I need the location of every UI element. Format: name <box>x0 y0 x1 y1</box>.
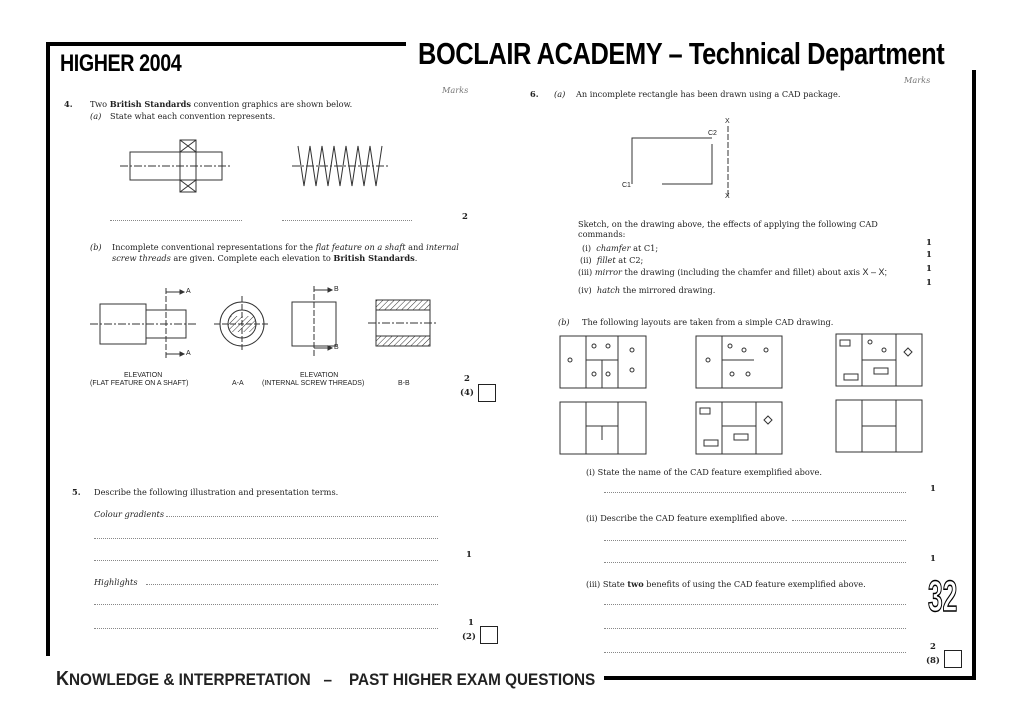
q5-mark-2: 1 <box>468 618 474 628</box>
q6a-mark-i: 1 <box>926 238 932 248</box>
q4-intro: Two British Standards convention graphics are shown below. <box>90 99 353 109</box>
q6a-mark-iii: 1 <box>926 264 932 274</box>
corner-c1-label: C1 <box>622 182 631 189</box>
q5-mark-box[interactable] <box>480 626 498 644</box>
q6a-mark-ii: 1 <box>926 250 932 260</box>
elevation-1-title: ELEVATION <box>124 372 163 379</box>
axis-x-top: X <box>725 118 730 125</box>
frame-top-border <box>46 42 406 46</box>
q6b-answer-line-6[interactable] <box>604 628 906 629</box>
section-bb-caption: B-B <box>398 380 410 387</box>
corner-c2-label: C2 <box>708 130 717 137</box>
q5-term-colour-gradients: Colour gradients <box>94 509 165 519</box>
q6a-mark-iv: 1 <box>926 278 932 288</box>
q6b-mark-ii: 1 <box>930 554 936 564</box>
elevation-1-subtitle: (FLAT FEATURE ON A SHAFT) <box>90 380 189 387</box>
q6b-mark-iii: 2 <box>930 642 936 652</box>
q6a-command-chamfer: (i) chamfer at C1; <box>582 243 659 253</box>
page-number: 32 <box>928 572 958 621</box>
footer-title: KNOWLEDGE & INTERPRETATION – PAST HIGHER EXAM QUESTIONS <box>56 668 596 690</box>
q6b-answer-line-5[interactable] <box>604 604 906 605</box>
left-marks-label: Marks <box>442 85 469 95</box>
q6b-answer-line-4[interactable] <box>604 562 906 563</box>
q4a-label: (a) <box>90 111 102 121</box>
q6b-sub-ii: (ii) Describe the CAD feature exemplified above. <box>586 513 788 523</box>
q4b-elevations-drawing <box>84 282 454 372</box>
q6b-sub-iii: (iii) State two benefits of using the CAD feature exemplified above. <box>586 579 866 589</box>
q4a-answer-line-1[interactable] <box>110 220 242 221</box>
q5-number: 5. <box>72 487 81 497</box>
q5-term-highlights: Highlights <box>94 577 138 587</box>
q4b-label: (b) <box>90 242 102 252</box>
q6b-sub-i: (i) State the name of the CAD feature exemplified above. <box>586 467 822 477</box>
header-title: BOCLAIR ACADEMY – Technical Department <box>418 36 945 71</box>
q4a-text: State what each convention represents. <box>110 111 276 121</box>
q6a-sketch-line1: Sketch, on the drawing above, the effects of applying the following CAD <box>578 219 878 229</box>
q5-answer-line-1[interactable] <box>166 516 438 517</box>
q5-answer-line-6[interactable] <box>94 628 438 629</box>
q4-number: 4. <box>64 99 73 109</box>
q6a-incomplete-rectangle <box>616 116 756 206</box>
q6b-text: The following layouts are taken from a simple CAD drawing. <box>582 317 834 327</box>
q4a-answer-line-2[interactable] <box>282 220 412 221</box>
q6a-command-mirror: (iii) mirror the drawing (including the chamfer and fillet) about axis X – X; <box>578 267 888 277</box>
header-year: HIGHER 2004 <box>60 50 182 77</box>
q4b-line2: screw threads are given. Complete each elevation to British Standards. <box>112 253 418 263</box>
q4a-mark: 2 <box>462 212 468 222</box>
q4b-mark: 2 <box>464 374 470 384</box>
q6-number: 6. <box>530 89 539 99</box>
q6-mark-box[interactable] <box>944 650 962 668</box>
q6a-text: An incomplete rectangle has been drawn using a CAD package. <box>576 89 841 99</box>
q6b-answer-line-3[interactable] <box>604 540 906 541</box>
right-marks-label: Marks <box>904 75 931 85</box>
section-aa-caption: A-A <box>232 380 244 387</box>
q5-answer-line-5[interactable] <box>94 604 438 605</box>
q6a-command-fillet: (ii) fillet at C2; <box>580 255 644 265</box>
q4b-line1: Incomplete conventional representations for the flat feature on a shaft and internal <box>112 242 459 252</box>
elevation-2-title: ELEVATION <box>300 372 339 379</box>
q6b-answer-line-1[interactable] <box>604 492 906 493</box>
q5-mark-1: 1 <box>466 550 472 560</box>
q4-total: (4) <box>460 388 474 398</box>
q6b-label: (b) <box>558 317 570 327</box>
axis-x-bottom: X <box>725 193 730 200</box>
q6-total: (8) <box>926 656 940 666</box>
section-label-a-bottom: A <box>186 350 191 357</box>
q6a-label: (a) <box>554 89 566 99</box>
frame-right-border <box>972 70 976 680</box>
section-label-b-bottom: B <box>334 344 339 351</box>
q6b-cad-layers-drawing <box>556 330 926 456</box>
q6b-answer-line-7[interactable] <box>604 652 906 653</box>
section-label-a-top: A <box>186 288 191 295</box>
q6a-sketch-line2: commands: <box>578 229 626 239</box>
section-label-b-top: B <box>334 286 339 293</box>
q4-mark-box[interactable] <box>478 384 496 402</box>
frame-left-border <box>46 42 50 656</box>
q5-answer-line-4[interactable] <box>146 584 438 585</box>
frame-bottom-border <box>604 676 976 680</box>
q6b-mark-i: 1 <box>930 484 936 494</box>
q5-answer-line-3[interactable] <box>94 560 438 561</box>
elevation-2-subtitle: (INTERNAL SCREW THREADS) <box>262 380 365 387</box>
q5-text: Describe the following illustration and presentation terms. <box>94 487 339 497</box>
q5-total: (2) <box>462 632 476 642</box>
q6a-command-hatch: (iv) hatch the mirrored drawing. <box>578 285 716 295</box>
q4a-conventions-drawing <box>120 130 440 200</box>
q5-answer-line-2[interactable] <box>94 538 438 539</box>
q6b-answer-line-2[interactable] <box>792 520 906 521</box>
